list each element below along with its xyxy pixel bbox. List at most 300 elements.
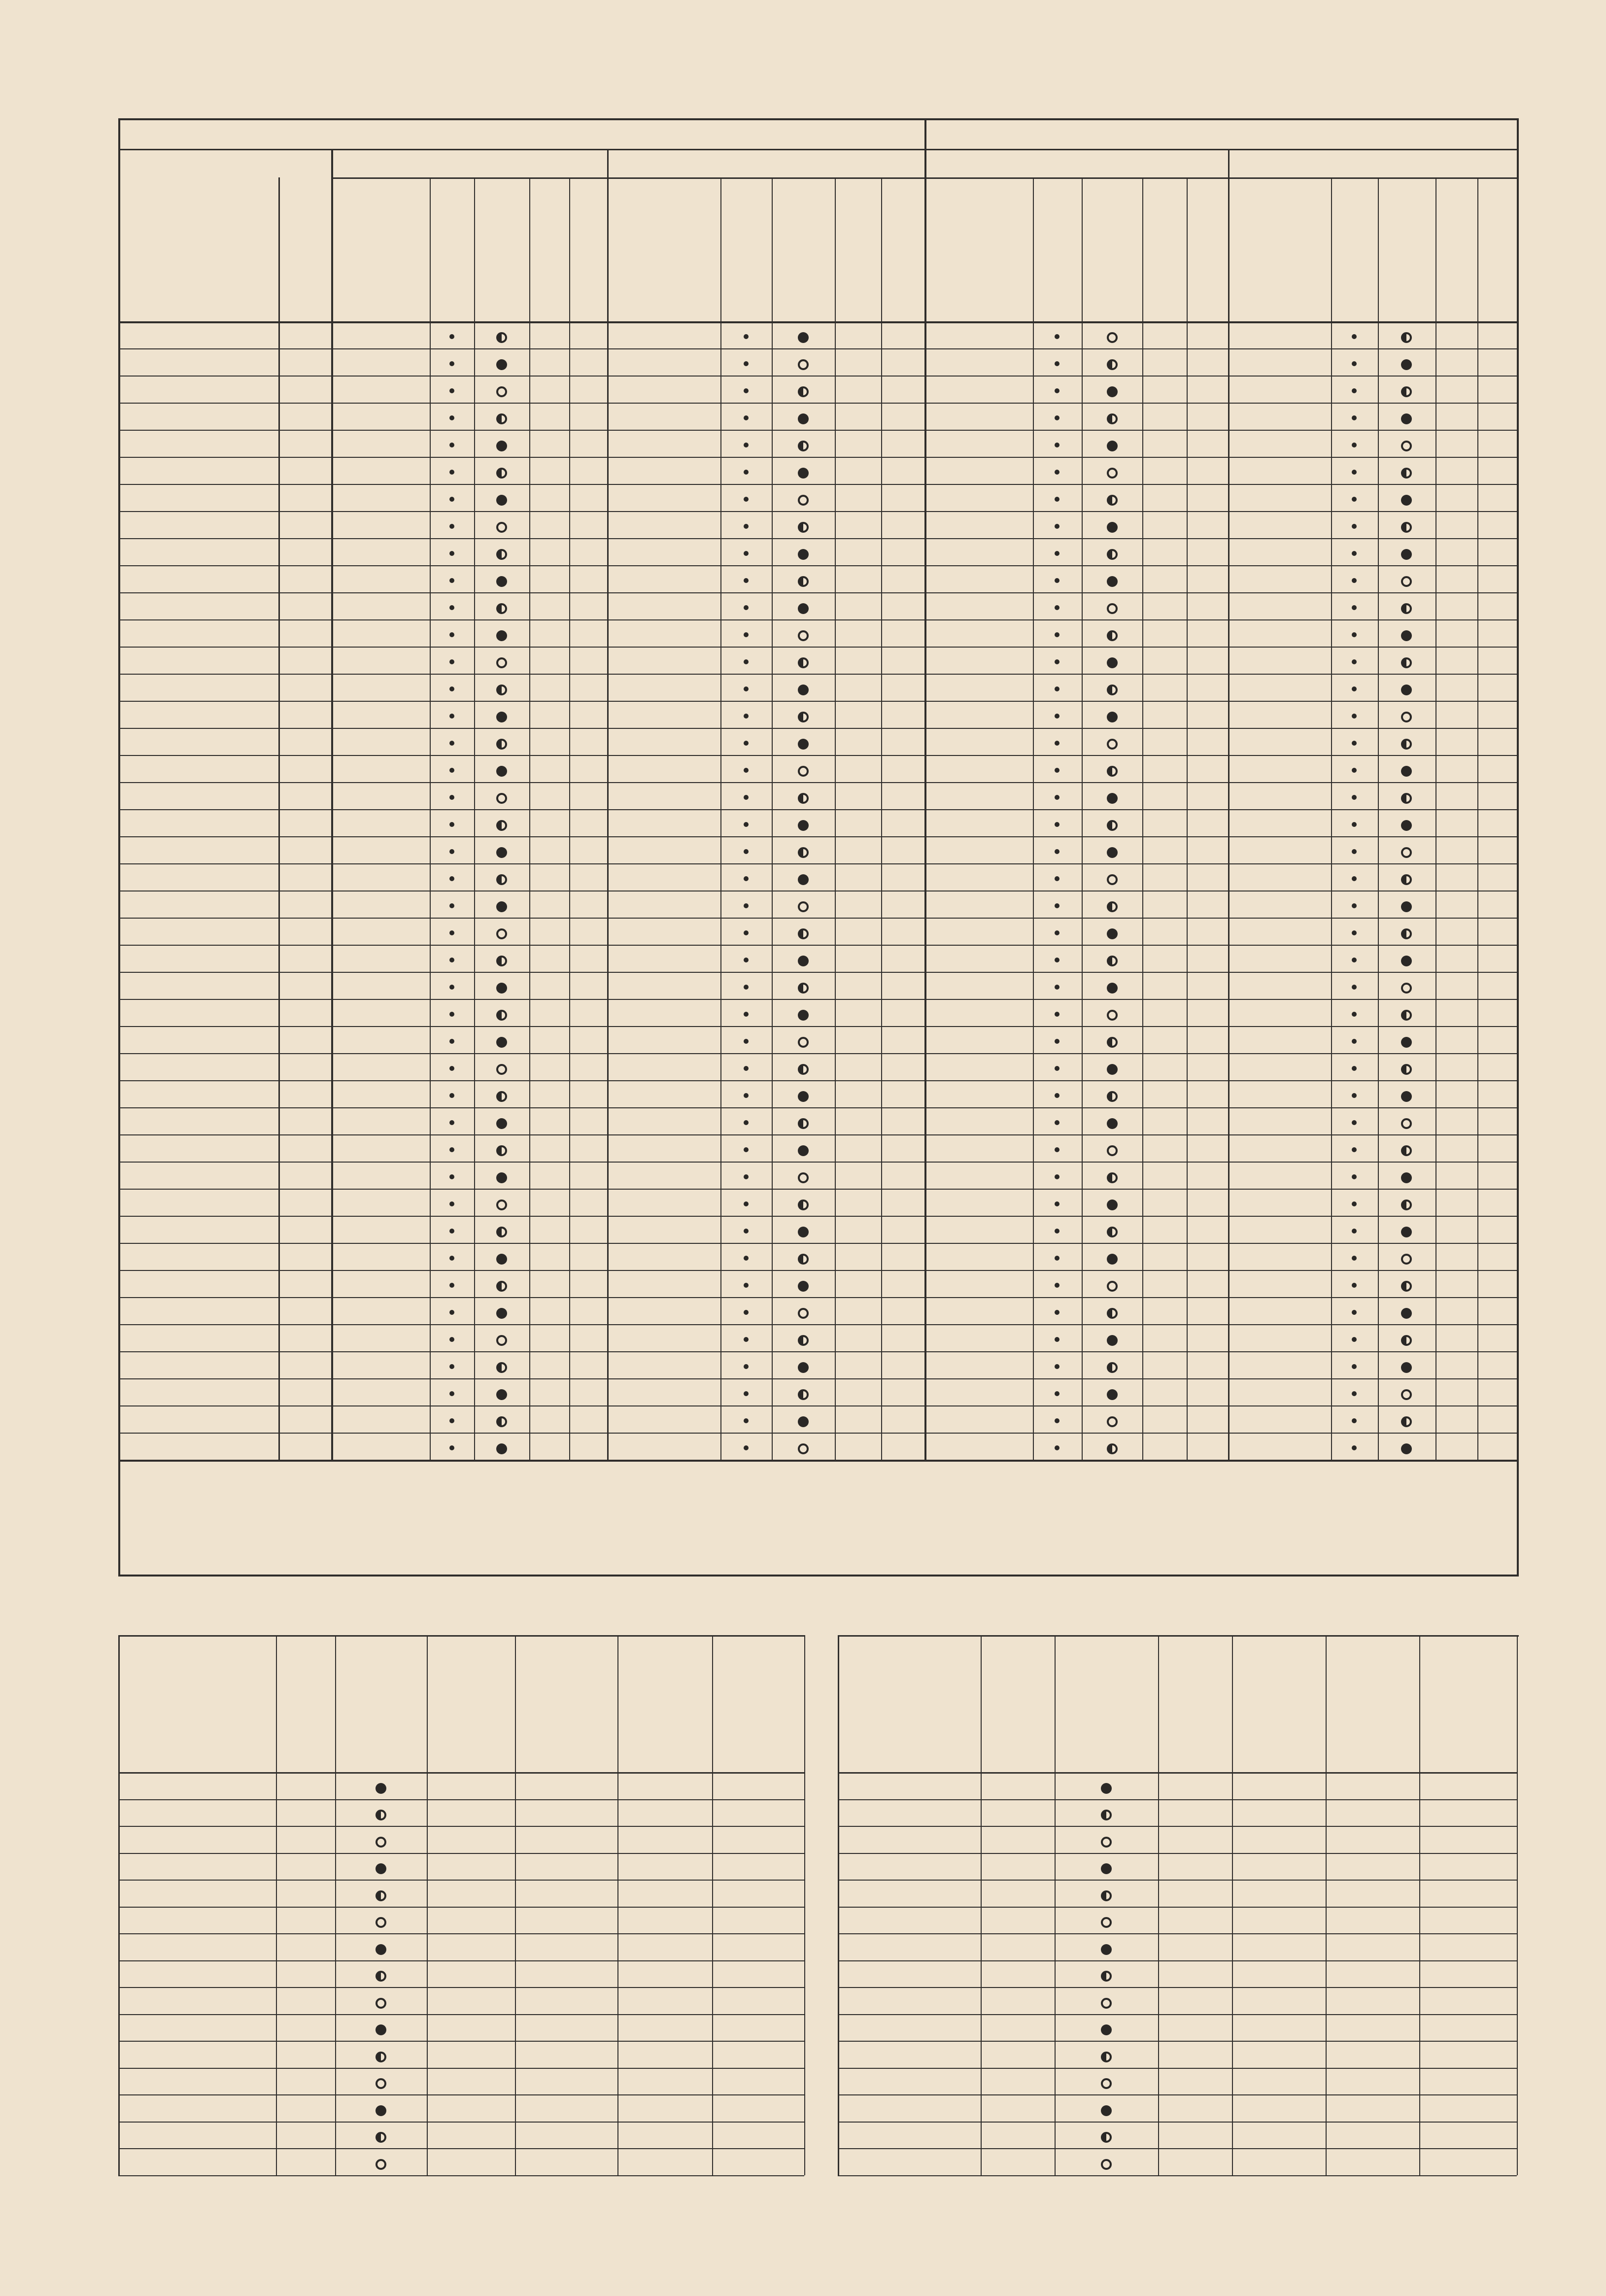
gust-marker-07h xyxy=(1331,1408,1377,1430)
weather-symbol-01h xyxy=(1082,1247,1142,1268)
weather-symbol-icon xyxy=(1401,576,1412,587)
row-line xyxy=(118,945,1517,946)
gust-dot xyxy=(744,1147,749,1152)
weather-symbol-icon xyxy=(1107,983,1118,994)
weather-symbol-19h xyxy=(772,1382,835,1404)
gust-dot xyxy=(1352,470,1357,475)
weather-symbol-19h xyxy=(772,379,835,401)
abroad-row-line xyxy=(838,1826,1517,1827)
gust-dot xyxy=(449,741,454,746)
weather-symbol-icon xyxy=(496,928,507,939)
weather-symbol-icon xyxy=(1401,549,1412,560)
gust-marker-19h xyxy=(720,568,772,590)
abroad-row-line xyxy=(118,1799,804,1800)
weather-symbol-13h xyxy=(474,434,529,455)
weather-symbol-icon xyxy=(496,1389,507,1400)
weather-symbol-01h xyxy=(1082,976,1142,997)
gust-marker-01h xyxy=(1033,1246,1082,1268)
gust-dot xyxy=(1055,334,1059,339)
weather-symbol-icon xyxy=(1401,495,1412,506)
weather-symbol-icon xyxy=(1107,1389,1118,1400)
abroad-row-line xyxy=(118,2148,804,2149)
abroad-row-line xyxy=(118,1907,804,1908)
gust-marker-07h xyxy=(1331,541,1377,563)
gust-dot xyxy=(1055,876,1059,881)
row-line xyxy=(118,972,1517,973)
weather-symbol-icon xyxy=(1107,874,1118,885)
gust-dot xyxy=(744,605,749,610)
gust-dot xyxy=(1055,1012,1059,1017)
gust-dot xyxy=(449,1391,454,1396)
abroad-weather-symbol xyxy=(1055,2045,1158,2066)
gust-dot xyxy=(744,578,749,583)
gust-dot xyxy=(1352,388,1357,393)
row-line xyxy=(118,511,1517,512)
weather-symbol-01h xyxy=(1082,678,1142,699)
gust-dot xyxy=(744,632,749,637)
weather-symbol-icon xyxy=(1107,495,1118,506)
weather-symbol-01h xyxy=(1082,596,1142,618)
gust-dot xyxy=(449,1201,454,1206)
weather-symbol-icon xyxy=(1107,1118,1118,1129)
weather-symbol-13h xyxy=(474,1084,529,1106)
gust-marker-07h xyxy=(1331,731,1377,753)
weather-symbol-01h xyxy=(1082,1274,1142,1296)
gust-dot xyxy=(449,1147,454,1152)
weather-symbol-icon xyxy=(496,1010,507,1021)
gust-marker-13h xyxy=(430,1408,474,1430)
gust-dot xyxy=(1352,714,1357,719)
gust-marker-01h xyxy=(1033,541,1082,563)
gust-dot xyxy=(1352,686,1357,691)
weather-symbol-01h xyxy=(1082,352,1142,374)
grid-line xyxy=(118,321,1517,323)
weather-symbol-icon xyxy=(376,1971,386,1982)
gust-dot xyxy=(1352,1120,1357,1125)
weather-symbol-icon xyxy=(798,739,809,750)
gust-marker-13h xyxy=(430,1137,474,1159)
row-line xyxy=(118,918,1517,919)
gust-dot xyxy=(1055,1039,1059,1044)
abroad-row-line xyxy=(838,1880,1517,1881)
gust-dot xyxy=(744,1364,749,1369)
weather-symbol-07h xyxy=(1378,623,1435,645)
gust-dot xyxy=(744,686,749,691)
weather-symbol-07h xyxy=(1378,461,1435,482)
weather-symbol-icon xyxy=(798,1362,809,1373)
weather-symbol-icon xyxy=(798,1416,809,1427)
weather-symbol-icon xyxy=(798,413,809,424)
gust-dot xyxy=(1352,1201,1357,1206)
weather-symbol-07h xyxy=(1378,976,1435,997)
gust-marker-01h xyxy=(1033,731,1082,753)
weather-symbol-icon xyxy=(1401,983,1412,994)
abroad-row-line xyxy=(118,2175,804,2176)
gust-dot xyxy=(1352,497,1357,502)
weather-symbol-01h xyxy=(1082,840,1142,862)
weather-symbol-19h xyxy=(772,623,835,645)
weather-symbol-07h xyxy=(1378,1003,1435,1025)
row-line xyxy=(118,1026,1517,1027)
weather-symbol-07h xyxy=(1378,1301,1435,1323)
gust-dot xyxy=(1055,1337,1059,1342)
gust-marker-13h xyxy=(430,1381,474,1403)
weather-symbol-13h xyxy=(474,569,529,591)
gust-dot xyxy=(449,1256,454,1261)
weather-symbol-icon xyxy=(496,1037,507,1048)
gust-marker-07h xyxy=(1331,948,1377,969)
gust-dot xyxy=(1055,361,1059,366)
weather-symbol-icon xyxy=(1107,1064,1118,1075)
gust-dot xyxy=(449,958,454,962)
row-line xyxy=(118,484,1517,485)
gust-marker-01h xyxy=(1033,975,1082,996)
weather-symbol-icon xyxy=(1107,657,1118,668)
weather-symbol-icon xyxy=(798,874,809,885)
row-line xyxy=(118,565,1517,566)
gust-dot xyxy=(1055,1093,1059,1098)
gust-marker-01h xyxy=(1033,839,1082,861)
gust-marker-01h xyxy=(1033,595,1082,617)
gust-dot xyxy=(1055,1283,1059,1288)
abroad-header-bottom xyxy=(118,1772,804,1774)
weather-symbol-icon xyxy=(798,685,809,695)
weather-symbol-19h xyxy=(772,678,835,699)
gust-marker-19h xyxy=(720,1354,772,1376)
gust-marker-13h xyxy=(430,1327,474,1349)
gust-marker-19h xyxy=(720,866,772,888)
weather-symbol-icon xyxy=(1107,1037,1118,1048)
abroad-row-line xyxy=(838,1933,1517,1934)
weather-symbol-icon xyxy=(496,1199,507,1210)
abroad-weather-symbol xyxy=(1055,1830,1158,1851)
gust-marker-13h xyxy=(430,1273,474,1295)
gust-marker-07h xyxy=(1331,622,1377,644)
abroad-row-line xyxy=(838,1853,1517,1854)
gust-marker-07h xyxy=(1331,378,1377,400)
gust-dot xyxy=(449,524,454,529)
gust-marker-13h xyxy=(430,406,474,427)
weather-symbol-07h xyxy=(1378,705,1435,726)
weather-symbol-13h xyxy=(474,1165,529,1187)
weather-symbol-07h xyxy=(1378,894,1435,916)
abroad-left-hdr-top xyxy=(118,1635,804,1637)
weather-symbol-icon xyxy=(1107,1281,1118,1292)
gust-dot xyxy=(1055,659,1059,664)
weather-symbol-13h xyxy=(474,867,529,889)
row-line xyxy=(118,619,1517,620)
weather-symbol-icon xyxy=(496,576,507,587)
gust-dot xyxy=(744,876,749,881)
gust-dot xyxy=(1055,632,1059,637)
weather-symbol-icon xyxy=(376,1863,386,1874)
gust-marker-19h xyxy=(720,921,772,942)
gust-marker-07h xyxy=(1331,1083,1377,1105)
gust-dot xyxy=(449,1445,454,1450)
weather-symbol-01h xyxy=(1082,623,1142,645)
weather-symbol-01h xyxy=(1082,1220,1142,1241)
gust-marker-13h xyxy=(430,1300,474,1322)
abroad-weather-symbol xyxy=(335,1830,427,1851)
gust-marker-01h xyxy=(1033,568,1082,590)
gust-marker-19h xyxy=(720,1029,772,1051)
weather-symbol-13h xyxy=(474,1138,529,1160)
gust-marker-01h xyxy=(1033,1137,1082,1159)
grid-line xyxy=(1228,149,1230,1462)
weather-symbol-icon xyxy=(376,1837,386,1848)
weather-symbol-icon xyxy=(1401,712,1412,722)
weather-symbol-19h xyxy=(772,461,835,482)
gust-dot xyxy=(1352,1445,1357,1450)
gust-marker-01h xyxy=(1033,785,1082,807)
weather-symbol-19h xyxy=(772,1409,835,1431)
weather-symbol-07h xyxy=(1378,1355,1435,1377)
weather-symbol-13h xyxy=(474,813,529,835)
gust-dot xyxy=(1352,822,1357,827)
row-line xyxy=(118,1405,1517,1406)
gust-dot xyxy=(1055,1445,1059,1450)
row-line xyxy=(118,1162,1517,1163)
gust-marker-07h xyxy=(1331,1056,1377,1078)
gust-marker-13h xyxy=(430,460,474,481)
weather-symbol-icon xyxy=(1401,1443,1412,1454)
row-line xyxy=(118,1378,1517,1379)
gust-dot xyxy=(1055,849,1059,854)
gust-dot xyxy=(1352,659,1357,664)
weather-symbol-icon xyxy=(496,1145,507,1156)
weather-symbol-icon xyxy=(496,359,507,370)
weather-symbol-07h xyxy=(1378,1382,1435,1404)
weather-symbol-icon xyxy=(496,1362,507,1373)
gust-dot xyxy=(744,1418,749,1423)
weather-symbol-icon xyxy=(1107,1335,1118,1346)
weather-symbol-icon xyxy=(1107,1443,1118,1454)
weather-symbol-icon xyxy=(1401,1227,1412,1237)
gust-marker-07h xyxy=(1331,1381,1377,1403)
gust-marker-01h xyxy=(1033,1327,1082,1349)
weather-symbol-icon xyxy=(1107,603,1118,614)
weather-symbol-01h xyxy=(1082,759,1142,781)
weather-symbol-19h xyxy=(772,1003,835,1025)
gust-marker-13h xyxy=(430,948,474,969)
gust-dot xyxy=(1352,1066,1357,1071)
weather-symbol-icon xyxy=(496,522,507,533)
gust-marker-01h xyxy=(1033,433,1082,454)
gust-marker-01h xyxy=(1033,406,1082,427)
weather-symbol-19h xyxy=(772,1328,835,1350)
gust-marker-07h xyxy=(1331,866,1377,888)
weather-symbol-01h xyxy=(1082,1030,1142,1052)
gust-dot xyxy=(1055,686,1059,691)
gust-dot xyxy=(1055,822,1059,827)
abroad-row-line xyxy=(838,2148,1517,2149)
weather-symbol-13h xyxy=(474,949,529,970)
weather-symbol-icon xyxy=(798,441,809,451)
gust-marker-13h xyxy=(430,758,474,780)
weather-symbol-13h xyxy=(474,1382,529,1404)
weather-symbol-13h xyxy=(474,515,529,537)
abroad-weather-symbol xyxy=(335,1937,427,1959)
weather-symbol-icon xyxy=(1401,359,1412,370)
weather-symbol-01h xyxy=(1082,813,1142,835)
gust-marker-13h xyxy=(430,785,474,807)
gust-marker-07h xyxy=(1331,1300,1377,1322)
weather-symbol-icon xyxy=(376,1917,386,1928)
gust-dot xyxy=(449,903,454,908)
gust-marker-13h xyxy=(430,1110,474,1132)
weather-symbol-icon xyxy=(1107,468,1118,479)
gust-dot xyxy=(1352,876,1357,881)
gust-dot xyxy=(744,388,749,393)
gust-marker-07h xyxy=(1331,921,1377,942)
weather-symbol-13h xyxy=(474,1328,529,1350)
weather-symbol-icon xyxy=(1401,1064,1412,1075)
gust-marker-19h xyxy=(720,839,772,861)
gust-dot xyxy=(1352,1391,1357,1396)
weather-symbol-07h xyxy=(1378,325,1435,347)
gust-dot xyxy=(1352,1337,1357,1342)
abroad-row-line xyxy=(118,1987,804,1988)
gust-dot xyxy=(744,1310,749,1315)
weather-symbol-19h xyxy=(772,651,835,672)
weather-symbol-01h xyxy=(1082,1409,1142,1431)
weather-symbol-icon xyxy=(496,630,507,641)
weather-symbol-icon xyxy=(496,793,507,804)
gust-marker-13h xyxy=(430,1083,474,1105)
weather-symbol-icon xyxy=(496,549,507,560)
weather-symbol-icon xyxy=(1401,1118,1412,1129)
gust-dot xyxy=(449,1174,454,1179)
weather-symbol-19h xyxy=(772,1437,835,1458)
gust-dot xyxy=(1352,1174,1357,1179)
gust-marker-01h xyxy=(1033,1083,1082,1105)
gust-marker-19h xyxy=(720,1436,772,1457)
weather-symbol-icon xyxy=(1401,1037,1412,1048)
weather-symbol-icon xyxy=(798,1199,809,1210)
abroad-weather-symbol xyxy=(1055,1911,1158,1932)
weather-symbol-13h xyxy=(474,1057,529,1079)
weather-symbol-19h xyxy=(772,867,835,889)
gust-dot xyxy=(1352,958,1357,962)
gust-marker-07h xyxy=(1331,433,1377,454)
weather-symbol-icon xyxy=(798,630,809,641)
weather-symbol-13h xyxy=(474,1437,529,1458)
gust-dot xyxy=(449,930,454,935)
abroad-row-line xyxy=(838,2041,1517,2042)
gust-dot xyxy=(1352,768,1357,773)
gust-dot xyxy=(1352,443,1357,447)
gust-dot xyxy=(1055,958,1059,962)
weather-symbol-19h xyxy=(772,922,835,943)
gust-marker-19h xyxy=(720,975,772,996)
row-line xyxy=(118,376,1517,377)
weather-symbol-icon xyxy=(1401,1254,1412,1265)
abroad-weather-symbol xyxy=(335,1803,427,1825)
weather-symbol-icon xyxy=(798,1389,809,1400)
gust-marker-07h xyxy=(1331,1246,1377,1268)
gust-dot xyxy=(449,1093,454,1098)
weather-symbol-01h xyxy=(1082,1084,1142,1106)
abroad-col-line xyxy=(1517,1635,1518,2175)
weather-symbol-13h xyxy=(474,407,529,428)
weather-symbol-13h xyxy=(474,1355,529,1377)
gust-dot xyxy=(1352,795,1357,800)
gust-marker-01h xyxy=(1033,324,1082,346)
gust-marker-07h xyxy=(1331,785,1377,807)
weather-symbol-19h xyxy=(772,542,835,564)
weather-symbol-icon xyxy=(1401,1172,1412,1183)
gust-dot xyxy=(744,415,749,420)
weather-symbol-icon xyxy=(1401,332,1412,343)
gust-marker-13h xyxy=(430,1002,474,1024)
abroad-top-line xyxy=(118,1575,1519,1576)
weather-symbol-07h xyxy=(1378,651,1435,672)
weather-symbol-01h xyxy=(1082,1003,1142,1025)
gust-dot xyxy=(449,1012,454,1017)
weather-symbol-13h xyxy=(474,976,529,997)
weather-symbol-icon xyxy=(1107,1199,1118,1210)
weather-symbol-13h xyxy=(474,1274,529,1296)
gust-dot xyxy=(449,1120,454,1125)
row-line xyxy=(118,1216,1517,1217)
gust-dot xyxy=(1352,1310,1357,1315)
gust-dot xyxy=(1352,1039,1357,1044)
gust-dot xyxy=(744,1093,749,1098)
weather-symbol-icon xyxy=(496,712,507,722)
gust-dot xyxy=(1055,1391,1059,1396)
gust-dot xyxy=(1055,524,1059,529)
weather-symbol-icon xyxy=(1401,657,1412,668)
weather-symbol-19h xyxy=(772,407,835,428)
weather-symbol-19h xyxy=(772,596,835,618)
weather-symbol-icon xyxy=(798,766,809,777)
weather-symbol-icon xyxy=(1107,359,1118,370)
abroad-weather-symbol xyxy=(335,1911,427,1932)
weather-symbol-icon xyxy=(496,1118,507,1129)
gust-dot xyxy=(449,470,454,475)
weather-symbol-icon xyxy=(496,1091,507,1102)
gust-marker-07h xyxy=(1331,1273,1377,1295)
weather-symbol-icon xyxy=(1101,2024,1112,2035)
gust-dot xyxy=(1352,632,1357,637)
gust-marker-19h xyxy=(720,460,772,481)
gust-dot xyxy=(1352,741,1357,746)
weather-symbol-icon xyxy=(1107,1227,1118,1237)
weather-symbol-07h xyxy=(1378,1328,1435,1350)
weather-symbol-07h xyxy=(1378,1409,1435,1431)
weather-symbol-icon xyxy=(1101,1998,1112,2009)
weather-symbol-icon xyxy=(798,1443,809,1454)
weather-symbol-icon xyxy=(798,847,809,858)
weather-symbol-icon xyxy=(1107,956,1118,966)
weather-symbol-icon xyxy=(1107,386,1118,397)
weather-symbol-icon xyxy=(1401,630,1412,641)
gust-marker-19h xyxy=(720,1192,772,1213)
gust-dot xyxy=(744,334,749,339)
weather-symbol-icon xyxy=(798,1335,809,1346)
grid-line xyxy=(881,177,882,1462)
row-line xyxy=(118,1324,1517,1325)
gust-marker-01h xyxy=(1033,1002,1082,1024)
weather-symbol-13h xyxy=(474,542,529,564)
gust-marker-07h xyxy=(1331,1327,1377,1349)
weather-symbol-19h xyxy=(772,1057,835,1079)
gust-dot xyxy=(1055,1147,1059,1152)
weather-symbol-icon xyxy=(798,1308,809,1319)
grid-line xyxy=(1142,177,1143,1462)
gust-marker-01h xyxy=(1033,1436,1082,1457)
row-line xyxy=(118,538,1517,539)
